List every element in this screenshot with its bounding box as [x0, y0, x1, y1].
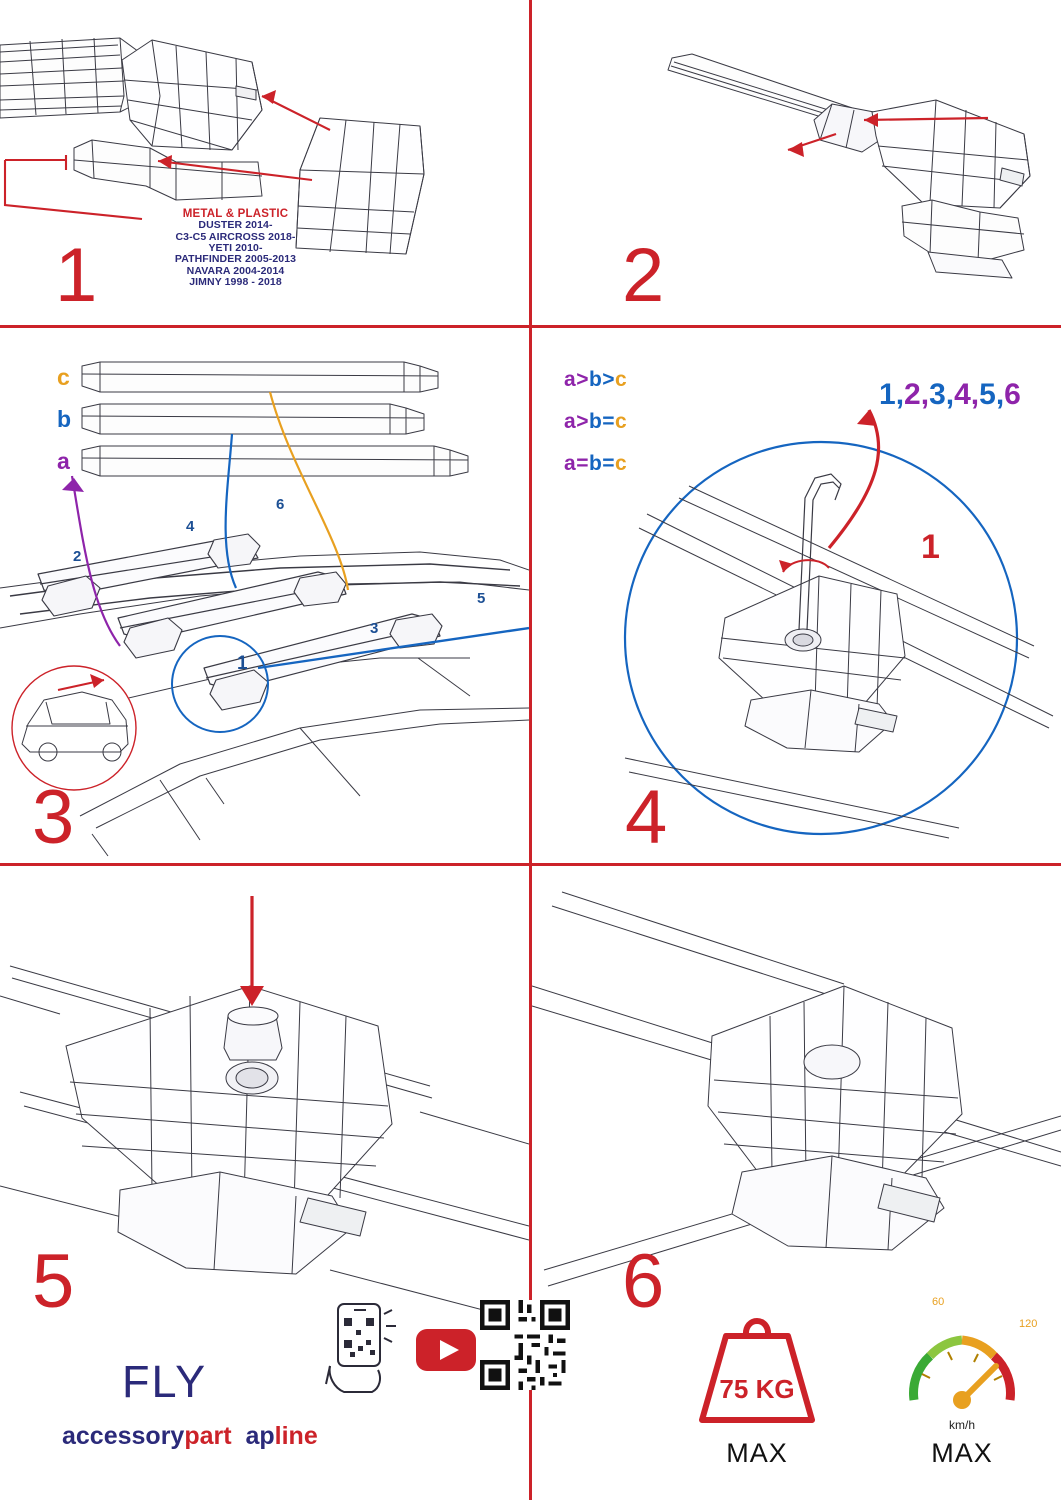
- brand-word-accessory: accessory: [62, 1422, 185, 1450]
- equation-2: a>b=c: [564, 410, 628, 433]
- brand-word-ap: ap: [245, 1422, 275, 1450]
- bar-label-c: c: [57, 364, 70, 390]
- step-6-illustration: [532, 866, 1061, 1346]
- vehicle-2: YETI 2010-: [208, 242, 263, 255]
- callout-1: 1: [237, 653, 248, 674]
- seq-part-1: 1: [879, 378, 896, 411]
- brand-title: FLY: [122, 1356, 208, 1407]
- speed-min-label: 60: [932, 1296, 945, 1308]
- speed-gauge-icon: [892, 1304, 1032, 1428]
- step-3-illustration: [0, 328, 529, 863]
- step-number-6: 6: [622, 1239, 663, 1324]
- panel-step-3: [0, 328, 529, 863]
- seq-part-6: 6: [1004, 378, 1021, 411]
- qr-scan-phone-icon: [320, 1300, 400, 1400]
- callout-4: 4: [186, 518, 195, 535]
- panel-step-4: [529, 328, 1061, 863]
- speed-unit-label: km/h: [948, 1418, 975, 1432]
- brand-word-part: part: [184, 1422, 232, 1450]
- seq-part-3: 3: [929, 378, 946, 411]
- vehicle-3: PATHFINDER 2005-2013: [174, 253, 297, 266]
- step-number-1: 1: [55, 233, 96, 318]
- callout-3: 3: [370, 620, 379, 637]
- brand-word-line: line: [274, 1422, 318, 1450]
- panel-step-2: [532, 0, 1061, 325]
- youtube-icon[interactable]: [415, 1328, 477, 1372]
- step-5-illustration: [0, 866, 529, 1366]
- callout-6: 6: [276, 496, 285, 513]
- seq-part-2: 2: [904, 378, 921, 411]
- equation-1: a>b>c: [564, 368, 628, 391]
- step-4-illustration: [529, 328, 1061, 863]
- vehicle-1: C3-C5 AIRCROSS 2018-: [175, 230, 296, 243]
- weight-max-label: MAX: [726, 1438, 788, 1468]
- bar-label-b: b: [57, 406, 72, 432]
- step-number-5: 5: [32, 1239, 73, 1324]
- vehicle-0: DUSTER 2014-: [198, 219, 273, 232]
- panel-step-6: [532, 866, 1061, 1500]
- vehicle-5: JIMNY 1998 - 2018: [189, 276, 282, 289]
- step-1-vehicle-note: [128, 208, 343, 288]
- step-number-3: 3: [32, 775, 73, 860]
- weight-value: 75 KG: [719, 1374, 795, 1404]
- step-2-illustration: [532, 0, 1061, 325]
- step-4-sequence: 1,2,3,4,5,6: [879, 378, 1021, 411]
- bar-label-a: a: [57, 448, 70, 474]
- panel-step-5: [0, 866, 529, 1500]
- step-number-4: 4: [625, 775, 666, 860]
- speed-max-label: 120: [1019, 1318, 1038, 1330]
- seq-part-5: 5: [979, 378, 996, 411]
- metal-plastic-header: METAL & PLASTIC: [182, 208, 289, 220]
- callout-5: 5: [477, 590, 486, 607]
- callout-2: 2: [73, 548, 82, 565]
- equation-3: a=b=c: [564, 452, 628, 475]
- vehicle-4: NAVARA 2004-2014: [186, 264, 285, 277]
- step-number-2: 2: [622, 233, 663, 318]
- brand-subtitle: [62, 1422, 318, 1451]
- panel-step-1: [0, 0, 529, 325]
- step-4-turn-number: 1: [921, 528, 940, 566]
- speed-max-caption: MAX: [931, 1438, 993, 1468]
- seq-part-4: 4: [954, 378, 971, 411]
- weight-limit-icon: [692, 1302, 822, 1428]
